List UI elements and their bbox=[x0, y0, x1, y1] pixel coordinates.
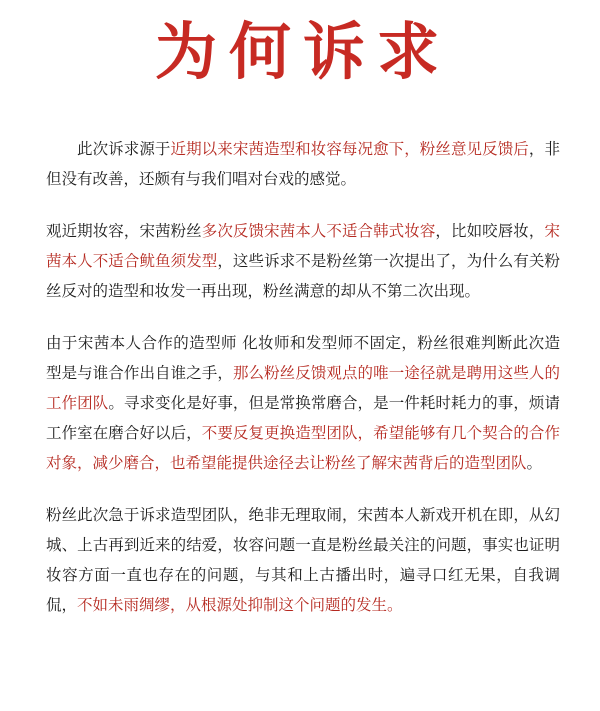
text-segment: 观近期妆容，宋茜粉丝 bbox=[46, 222, 202, 240]
text-segment: 。 bbox=[526, 454, 543, 472]
highlighted-text-segment: 不如未雨绸缪，从根源处抑制这个问题的发生。 bbox=[77, 596, 403, 614]
text-segment: 。寻求变化是好事，但是常换常磨合，是一件耗时耗力的事，烦请工作室在磨合好以后， bbox=[46, 394, 560, 442]
highlighted-text-segment: 近期以来宋茜造型和妆容每况愈下，粉丝意见反馈后 bbox=[170, 140, 529, 158]
paragraph-urgent-request bbox=[46, 500, 560, 620]
paragraph-recent-makeup bbox=[46, 216, 560, 306]
highlighted-text-segment: 不要反复更换造型团队，希望能够有几个契合的合作对象，减少磨合，也希望能提供途径去让粉丝了解宋茜背后的造型团队 bbox=[46, 424, 560, 472]
text-segment: ，非但没有改善，还颇有与我们唱对台戏的感觉。 bbox=[46, 140, 560, 188]
highlighted-text-segment: 多次反馈宋茜本人不适合韩式妆容 bbox=[201, 222, 436, 240]
text-segment: 此次诉求源于 bbox=[77, 140, 171, 158]
page-title: 为何诉求 bbox=[154, 15, 451, 88]
paragraph-appeal-origin bbox=[46, 134, 560, 194]
text-segment: ，比如咬唇妆， bbox=[435, 222, 545, 240]
paragraph-styling-team bbox=[46, 328, 560, 478]
highlighted-text-segment: 那么粉丝反馈观点的唯一途径就是聘用这些人的工作团队 bbox=[46, 364, 560, 412]
text-segment: 由于宋茜本人合作的造型师 化妆师和发型师不固定，粉丝很难判断此次造型是与谁合作出自谁之手， bbox=[46, 334, 560, 382]
text-segment: 粉丝此次急于诉求造型团队，绝非无理取闹，宋茜本人新戏开机在即，从幻城、上古再到近来的结爱，妆容问题一直是粉丝最关注的问题，事实也证明妆容方面一直也存在的问题，与其和上古播出时，遍寻口红无果，自我调侃， bbox=[46, 506, 560, 614]
highlighted-text-segment: 宋茜本人不适合鱿鱼须发型 bbox=[46, 222, 560, 270]
text-segment: ，这些诉求不是粉丝第一次提出了，为什么有关粉丝反对的造型和妆发一再出现，粉丝满意的却从不第二次出现。 bbox=[46, 252, 560, 300]
